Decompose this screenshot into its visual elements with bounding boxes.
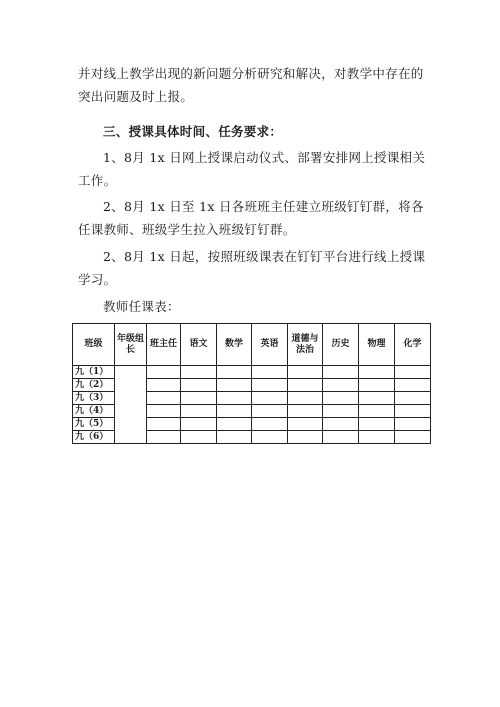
class-cell: 九（5）	[73, 418, 115, 431]
header-cell: 年级组长	[115, 324, 147, 366]
paragraph-continuation: 并对线上教学出现的新问题分析研究和解决，对教学中存在的突出问题及时上报。	[78, 66, 424, 104]
table-cell	[217, 418, 252, 431]
table-cell	[288, 379, 323, 392]
table-caption: 教师任课表：	[103, 299, 180, 314]
table-cell	[217, 392, 252, 405]
table-cell	[288, 431, 323, 444]
table-cell	[217, 379, 252, 392]
header-cell: 物理	[359, 324, 395, 366]
class-cell: 九（2）	[73, 379, 115, 392]
table-cell	[323, 392, 359, 405]
paragraph-item-2: 2、8月 1x 日至 1x 日各班班主任建立班级钉钉群，将各任课教师、班级学生拉入班级钉钉群。	[78, 199, 424, 237]
table-cell	[359, 418, 395, 431]
paragraph-item-3: 2、8月 1x 日起，按照班级课表在钉钉平台进行线上授课学习。	[78, 249, 426, 287]
table-cell	[288, 366, 323, 379]
table-cell	[181, 392, 217, 405]
table-cell	[181, 379, 217, 392]
table-cell	[395, 405, 431, 418]
table-cell	[323, 366, 359, 379]
table-cell	[323, 405, 359, 418]
table-cell	[359, 366, 395, 379]
table-cell	[252, 431, 288, 444]
header-cell: 数学	[217, 324, 252, 366]
class-cell: 九（4）	[73, 405, 115, 418]
table-cell	[359, 431, 395, 444]
table-cell	[252, 418, 288, 431]
table-cell	[288, 392, 323, 405]
table-cell	[288, 418, 323, 431]
table-cell	[395, 418, 431, 431]
table-cell	[147, 379, 181, 392]
table-cell	[147, 431, 181, 444]
table-cell	[323, 418, 359, 431]
section-heading: 三、授课具体时间、任务要求：	[103, 124, 283, 139]
table-cell	[359, 392, 395, 405]
header-cell: 班主任	[147, 324, 181, 366]
table-row	[73, 366, 431, 379]
table-cell	[181, 405, 217, 418]
table-header-row	[73, 324, 431, 366]
header-cell: 班级	[73, 324, 115, 366]
table-cell	[359, 379, 395, 392]
table-cell	[395, 431, 431, 444]
table-cell	[217, 405, 252, 418]
teacher-schedule-table	[72, 323, 431, 444]
header-cell: 历史	[323, 324, 359, 366]
table-cell	[323, 431, 359, 444]
class-cell: 九（3）	[73, 392, 115, 405]
table-cell	[147, 366, 181, 379]
header-cell: 道德与法治	[288, 324, 323, 366]
table-cell	[395, 392, 431, 405]
table-cell	[147, 418, 181, 431]
table-cell	[147, 405, 181, 418]
table-cell	[359, 405, 395, 418]
table-cell	[395, 379, 431, 392]
table-cell	[323, 379, 359, 392]
table-cell	[395, 366, 431, 379]
table-cell	[252, 379, 288, 392]
table-cell	[181, 431, 217, 444]
table-cell	[217, 366, 252, 379]
grade-leader-cell	[115, 366, 147, 444]
table-cell	[288, 405, 323, 418]
class-cell: 九（6）	[73, 431, 115, 444]
table-cell	[181, 418, 217, 431]
header-cell: 英语	[252, 324, 288, 366]
class-cell: 九（1）	[73, 366, 115, 379]
header-cell: 语文	[181, 324, 217, 366]
table-cell	[147, 392, 181, 405]
table-cell	[252, 392, 288, 405]
paragraph-item-1: 1、8月 1x 日网上授课启动仪式、部署安排网上授课相关工作。	[78, 150, 426, 188]
header-cell: 化学	[395, 324, 431, 366]
table-cell	[217, 431, 252, 444]
table-cell	[252, 405, 288, 418]
table-cell	[181, 366, 217, 379]
table-cell	[252, 366, 288, 379]
